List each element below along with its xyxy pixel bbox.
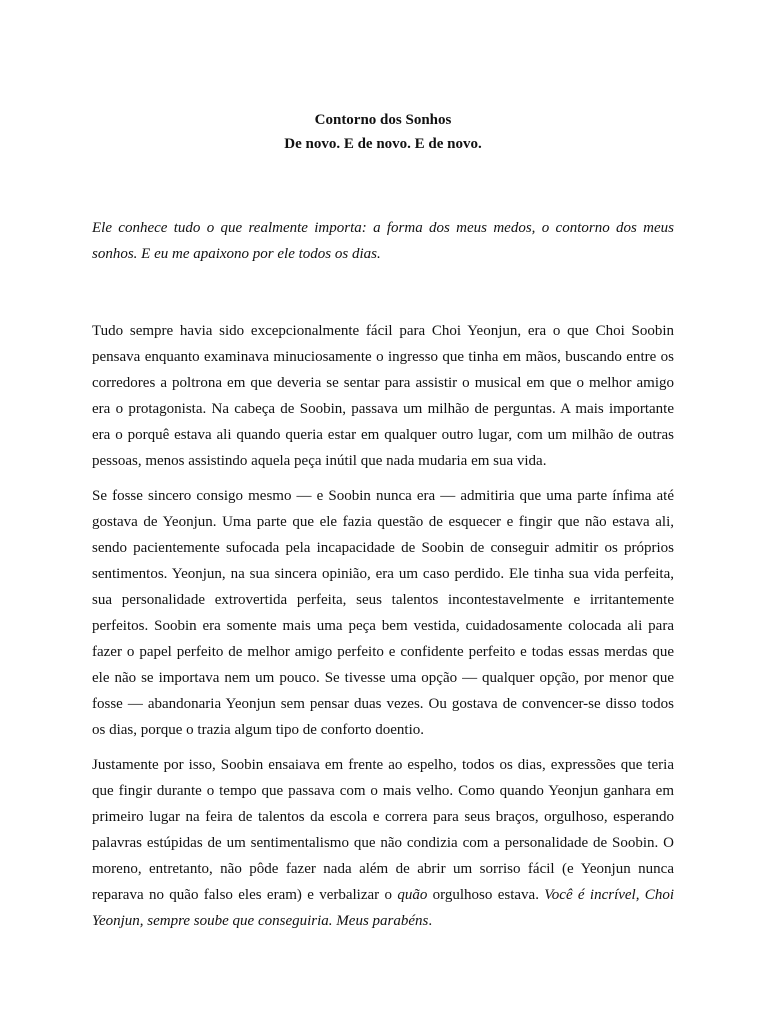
paragraph-3 [92,752,674,934]
body-text [92,318,674,934]
paragraph-2: Se fosse sincero consigo mesmo — e Soobin nunca era — admitiria que uma parte ínfima até gostava de Yeonjun. Uma parte que ele fazia questão de esquecer e fingir que não estava ali, sendo pacientemente sufocada pela incapacidade de Soobin de conseguir admitir os próprios sentimentos. Yeonjun, na sua sincera opinião, era um caso perdido. Ele tinha sua vida perfeita, sua personalidade extrovertida perfeita, seus talentos incontestavelmente e irritantemente perfeitos. Soobin era somente mais uma peça bem vestida, cuidadosamente colocada ali para fazer o papel perfeito de melhor amigo perfeito e confidente perfeito e todas essas merdas que ele não se importava nem um pouco. Se tivesse uma opção — qualquer opção, por menor que fosse — abandonaria Yeonjun sem pensar duas vezes. Ou gostava de convencer-se disso todos os dias, porque o trazia algum tipo de conforto doentio. [92,488,674,738]
document-subtitle: De novo. E de novo. E de novo. [284,136,482,152]
paragraph-3-text-3: . [428,913,433,929]
paragraph-3-italic-2: Você é incrível, Choi Yeonjun, sempre soube que conseguiria. Meus parabéns [92,887,674,929]
epigraph: Ele conhece tudo o que realmente importa: a forma dos meus medos, o contorno dos meus sonhos. E eu me apaixono por ele todos os dias. [92,220,674,262]
paragraph-3-text-1: Justamente por isso, Soobin ensaiava em frente ao espelho, todos os dias, expressões que teria que fingir durante o tempo que passava com o mais velho. Como quando Yeonjun ganhara em primeiro lugar na feira de talentos da escola e correra para seus braços, orgulhoso, esperando palavras estúpidas de um sentimentalismo que não condizia com a personalidade de Soobin. O moreno, entretanto, não pôde fazer nada além de abrir um sorriso fácil (e Yeonjun nunca reparava no quão falso eles eram) e verbalizar o [92,757,674,903]
document-page [92,108,674,943]
paragraph-3-italic-1: quão [397,887,428,903]
paragraph-3-text-2: orgulhoso estava. [427,887,545,903]
document-title: Contorno dos Sonhos [314,112,452,128]
title-block [92,108,674,156]
paragraph-1: Tudo sempre havia sido excepcionalmente fácil para Choi Yeonjun, era o que Choi Soobin pensava enquanto examinava minuciosamente o ingresso que tinha em mãos, buscando entre os corredores a poltrona em que deveria se sentar para assistir o musical em que o melhor amigo era o protagonista. Na cabeça de Soobin, passava um milhão de perguntas. A mais importante era o porquê estava ali quando queria estar em qualquer outro lugar, com um milhão de outras pessoas, menos assistindo aquela peça inútil que nada mudaria em sua vida. [92,323,674,469]
